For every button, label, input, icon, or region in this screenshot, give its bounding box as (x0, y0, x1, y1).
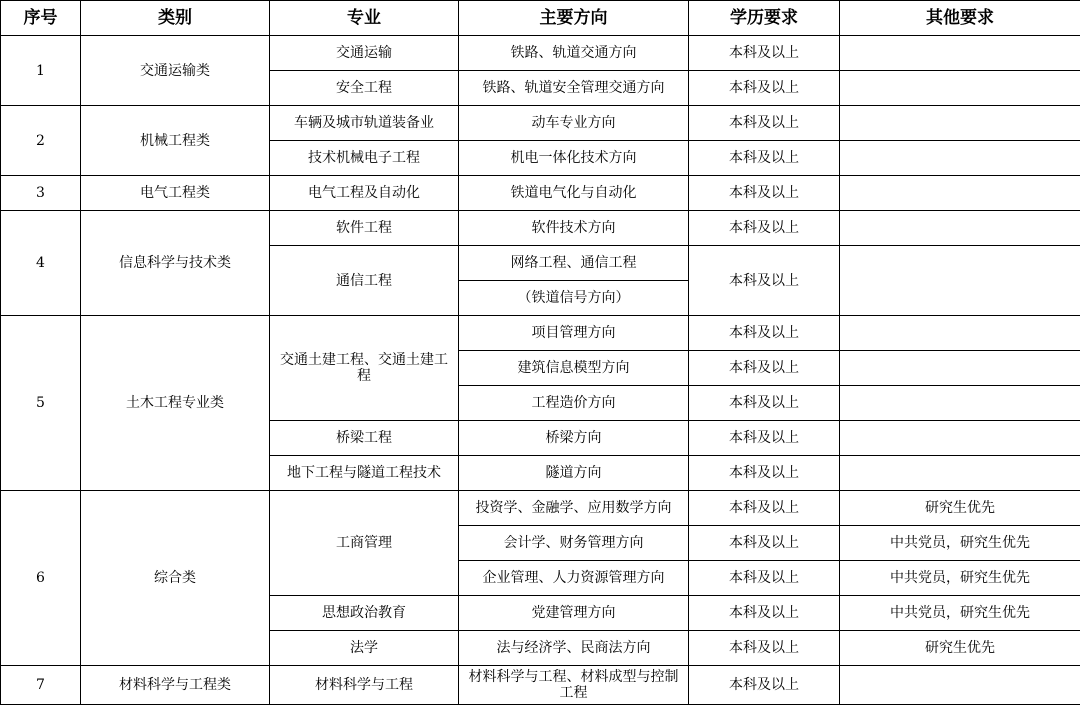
category-cell: 交通运输类 (81, 36, 270, 106)
table-row (1, 176, 1080, 211)
header-category: 类别 (81, 1, 270, 36)
category-cell: 材料科学与工程类 (81, 666, 270, 705)
major-cell: 软件工程 (270, 211, 459, 246)
seq-cell: 2 (1, 106, 81, 176)
direction-cell: 隧道方向 (459, 456, 689, 491)
category-cell: 综合类 (81, 491, 270, 666)
other-cell (840, 71, 1080, 106)
category-cell: 土木工程专业类 (81, 316, 270, 491)
header-seq: 序号 (1, 1, 81, 36)
direction-cell: 铁路、轨道安全管理交通方向 (459, 71, 689, 106)
direction-cell: 桥梁方向 (459, 421, 689, 456)
other-cell (840, 106, 1080, 141)
education-cell: 本科及以上 (689, 456, 840, 491)
direction-cell: 机电一体化技术方向 (459, 141, 689, 176)
education-cell: 本科及以上 (689, 106, 840, 141)
major-cell: 桥梁工程 (270, 421, 459, 456)
education-cell: 本科及以上 (689, 176, 840, 211)
direction-cell: 法与经济学、民商法方向 (459, 631, 689, 666)
direction-cell: 材料科学与工程、材料成型与控制工程 (459, 666, 689, 705)
other-cell: 中共党员，研究生优先 (840, 526, 1080, 561)
education-cell: 本科及以上 (689, 596, 840, 631)
education-cell: 本科及以上 (689, 351, 840, 386)
other-cell (840, 176, 1080, 211)
education-cell: 本科及以上 (689, 71, 840, 106)
major-cell: 交通运输 (270, 36, 459, 71)
education-cell: 本科及以上 (689, 561, 840, 596)
table-row (1, 211, 1080, 246)
education-cell: 本科及以上 (689, 141, 840, 176)
major-cell: 工商管理 (270, 491, 459, 596)
major-cell: 车辆及城市轨道装备业 (270, 106, 459, 141)
direction-cell: 网络工程、通信工程 (459, 246, 689, 281)
category-cell: 信息科学与技术类 (81, 211, 270, 316)
other-cell: 中共党员，研究生优先 (840, 596, 1080, 631)
table-row (1, 106, 1080, 141)
table-row (1, 316, 1080, 351)
other-cell: 研究生优先 (840, 491, 1080, 526)
seq-cell: 7 (1, 666, 81, 705)
major-cell: 法学 (270, 631, 459, 666)
direction-cell: （铁道信号方向） (459, 281, 689, 316)
other-cell (840, 666, 1080, 705)
education-cell: 本科及以上 (689, 491, 840, 526)
education-cell: 本科及以上 (689, 386, 840, 421)
seq-cell: 5 (1, 316, 81, 491)
seq-cell: 6 (1, 491, 81, 666)
major-cell: 材料科学与工程 (270, 666, 459, 705)
direction-cell: 企业管理、人力资源管理方向 (459, 561, 689, 596)
direction-cell: 项目管理方向 (459, 316, 689, 351)
other-cell (840, 316, 1080, 351)
direction-cell: 党建管理方向 (459, 596, 689, 631)
header-direction: 主要方向 (459, 1, 689, 36)
direction-cell: 投资学、金融学、应用数学方向 (459, 491, 689, 526)
education-cell: 本科及以上 (689, 211, 840, 246)
seq-cell: 3 (1, 176, 81, 211)
direction-cell: 工程造价方向 (459, 386, 689, 421)
direction-cell: 建筑信息模型方向 (459, 351, 689, 386)
education-cell: 本科及以上 (689, 36, 840, 71)
major-cell: 地下工程与隧道工程技术 (270, 456, 459, 491)
major-cell: 电气工程及自动化 (270, 176, 459, 211)
other-cell: 中共党员，研究生优先 (840, 561, 1080, 596)
other-cell (840, 351, 1080, 386)
table-row (1, 491, 1080, 526)
category-cell: 电气工程类 (81, 176, 270, 211)
other-cell: 研究生优先 (840, 631, 1080, 666)
other-cell (840, 211, 1080, 246)
education-cell: 本科及以上 (689, 666, 840, 705)
direction-cell: 软件技术方向 (459, 211, 689, 246)
major-cell: 交通土建工程、交通土建工程 (270, 316, 459, 421)
header-other: 其他要求 (840, 1, 1080, 36)
header-major: 专业 (270, 1, 459, 36)
direction-cell: 动车专业方向 (459, 106, 689, 141)
seq-cell: 1 (1, 36, 81, 106)
major-cell: 通信工程 (270, 246, 459, 316)
other-cell (840, 456, 1080, 491)
education-cell: 本科及以上 (689, 421, 840, 456)
major-cell: 技术机械电子工程 (270, 141, 459, 176)
other-cell (840, 421, 1080, 456)
direction-cell: 铁路、轨道交通方向 (459, 36, 689, 71)
direction-cell: 会计学、财务管理方向 (459, 526, 689, 561)
header-education: 学历要求 (689, 1, 840, 36)
category-cell: 机械工程类 (81, 106, 270, 176)
other-cell (840, 246, 1080, 316)
education-cell: 本科及以上 (689, 316, 840, 351)
header-row (1, 1, 1080, 36)
seq-cell: 4 (1, 211, 81, 316)
direction-cell: 铁道电气化与自动化 (459, 176, 689, 211)
table-row (1, 666, 1080, 705)
table-row (1, 36, 1080, 71)
education-cell: 本科及以上 (689, 246, 840, 316)
other-cell (840, 36, 1080, 71)
other-cell (840, 386, 1080, 421)
education-cell: 本科及以上 (689, 631, 840, 666)
education-cell: 本科及以上 (689, 526, 840, 561)
major-cell: 思想政治教育 (270, 596, 459, 631)
other-cell (840, 141, 1080, 176)
major-cell: 安全工程 (270, 71, 459, 106)
